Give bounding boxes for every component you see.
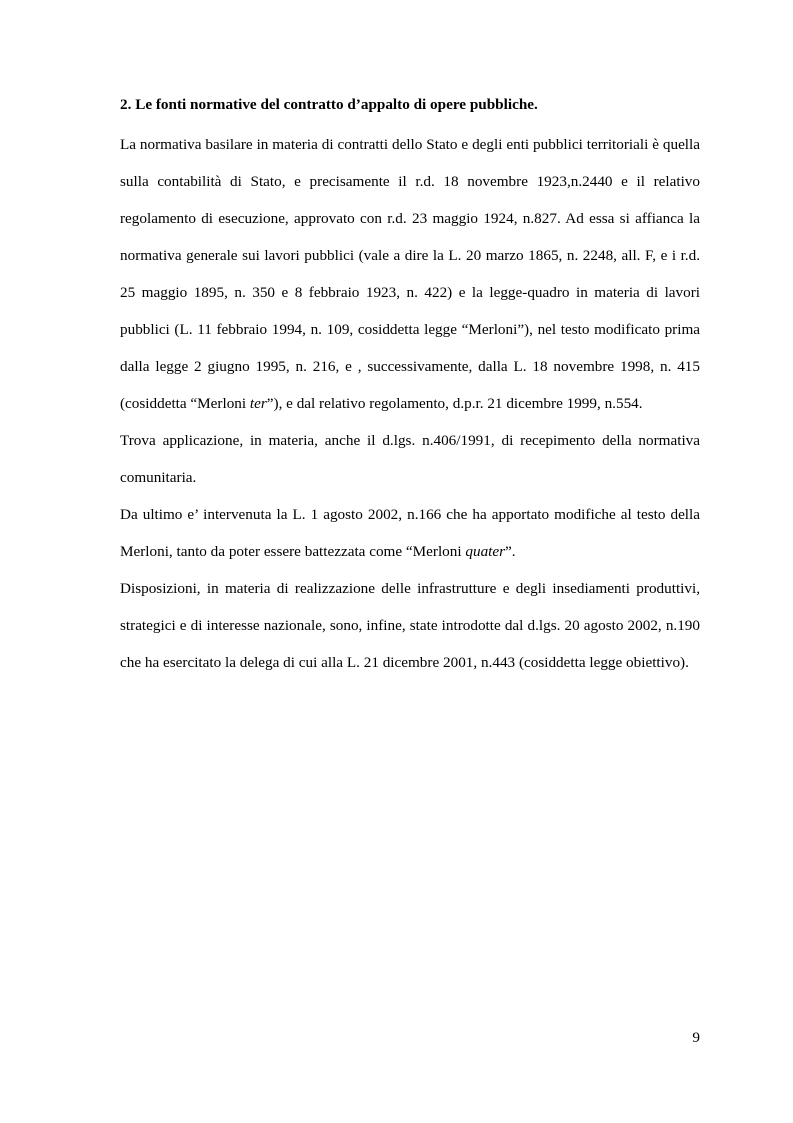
paragraph-merloni-quater (120, 496, 700, 570)
paragraph-text: ”. (505, 543, 516, 560)
paragraph-normativa-basilare (120, 126, 700, 422)
page-number: 9 (692, 1029, 700, 1046)
paragraph-text: Da ultimo e’ intervenuta la L. 1 agosto 2002, n.166 che ha apportato modifiche al testo della Merloni, tanto da poter essere battezzata come “Merloni (120, 506, 700, 560)
paragraph-d-lgs-406: Trova applicazione, in materia, anche il d.lgs. n.406/1991, di recepimento della normativa comunitaria. (120, 432, 700, 486)
italic-term: ter (249, 395, 267, 412)
paragraph-infrastrutture: Disposizioni, in materia di realizzazione delle infrastrutture e degli insediamenti produttivi, strategici e di interesse nazionale, sono, infine, state introdotte dal d.lgs. 20 agosto 2002, n.190 che ha esercitato la delega di cui alla L. 21 dicembre 2001, n.443 (cosiddetta legge obiettivo). (120, 580, 700, 671)
text-body (120, 92, 700, 681)
italic-term: quater (465, 543, 506, 560)
paragraph-text: La normativa basilare in materia di contratti dello Stato e degli enti pubblici territoriali è quella sulla contabilità di Stato, e precisamente il r.d. 18 novembre 1923,n.2440 e il relativo regolamento di esecuzione, approvato con r.d. 23 maggio 1924, n.827. Ad essa si affianca la normativa generale sui lavori pubblici (vale a dire la L. 20 marzo 1865, n. 2248, all. F, e i r.d. 25 maggio 1895, n. 350 e 8 febbraio 1923, n. 422) e la legge-quadro in materia di lavori pubblici (L. 11 febbraio 1994, n. 109, cosiddetta legge “Merloni”), nel testo modificato prima dalla legge 2 giugno 1995, n. 216, e , successivamente, dalla L. 18 novembre 1998, n. 415 (cosiddetta “Merloni (120, 136, 700, 412)
section-heading: 2. Le fonti normative del contratto d’appalto di opere pubbliche. (120, 96, 538, 113)
paragraph-text: ”), e dal relativo regolamento, d.p.r. 21 dicembre 1999, n.554. (266, 395, 643, 412)
